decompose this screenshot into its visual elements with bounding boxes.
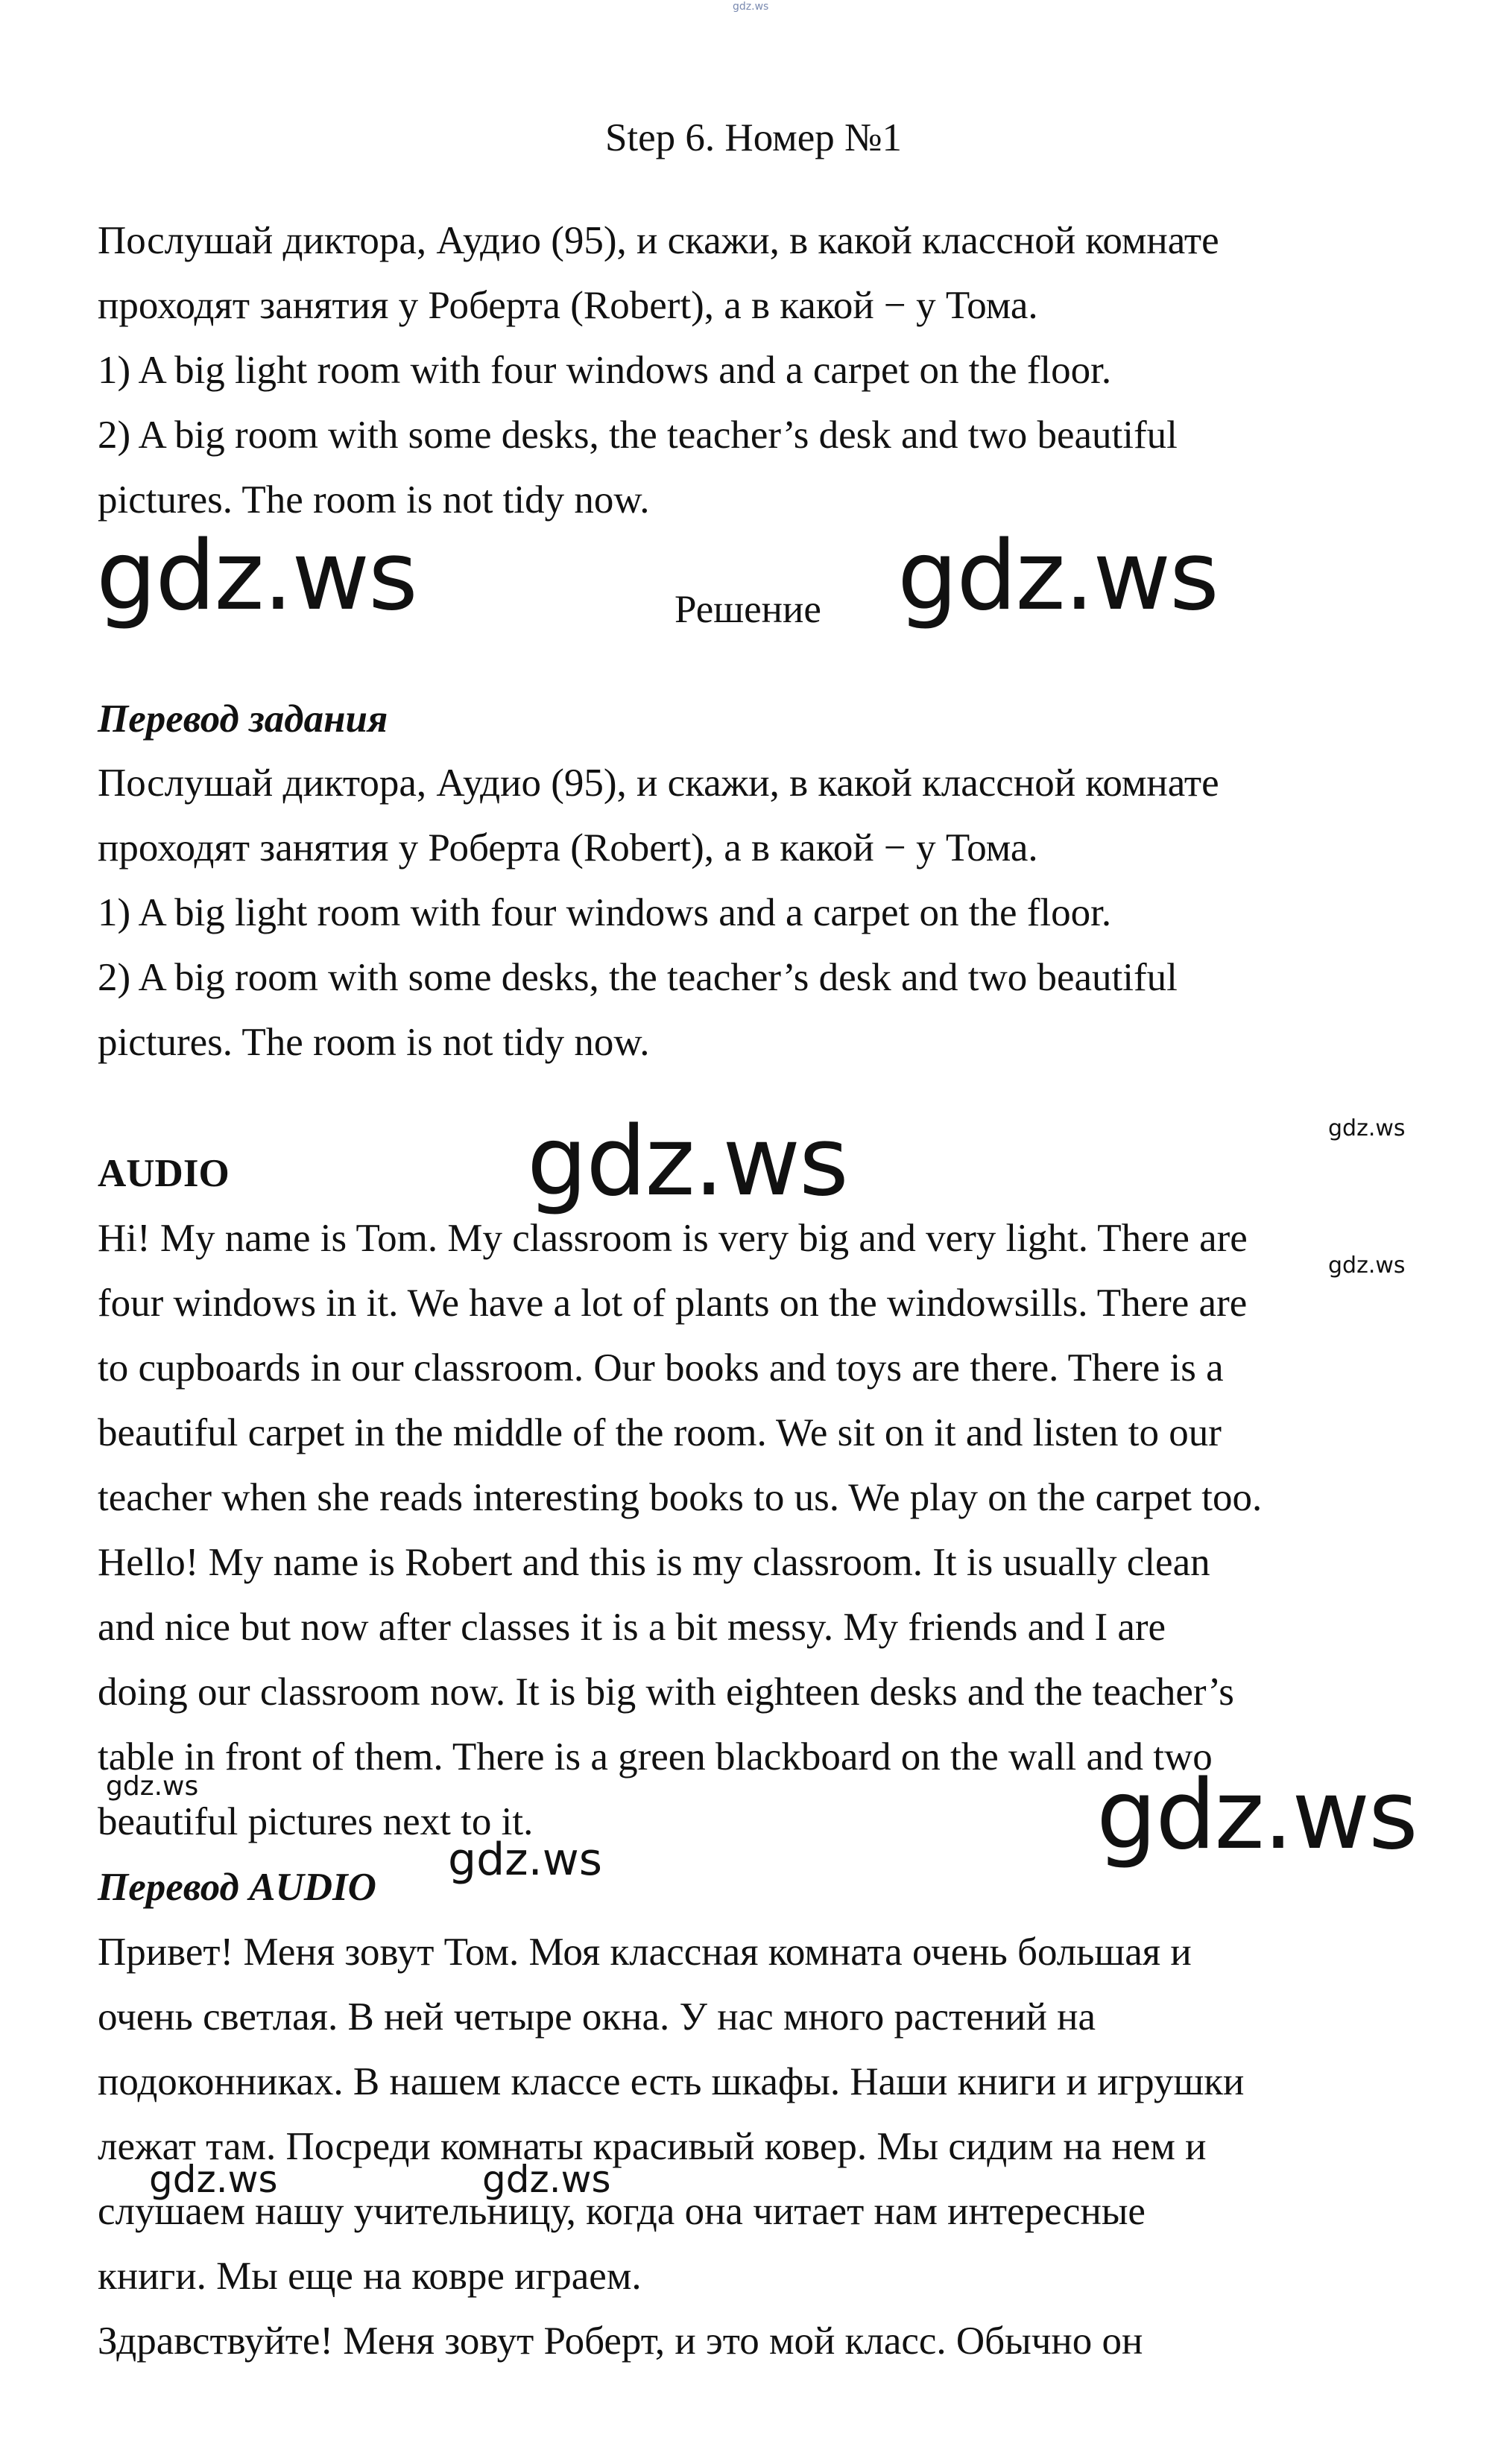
solution-label: Решение [674, 588, 821, 631]
page-title: Step 6. Номер №1 [604, 116, 903, 159]
translation-line-1: Послушай диктора, Аудио (95), и скажи, в какой классной комнате [98, 761, 1219, 805]
task-line-1: Послушай диктора, Аудио (95), и скажи, в какой классной комнате [98, 219, 1219, 262]
translation-line-3: 1) A big light room with four windows and a carpet on the floor. [98, 891, 1112, 934]
audio-line-1: Hi! My name is Tom. My classroom is very big and very light. There are [98, 1217, 1248, 1260]
task-line-5: pictures. The room is not tidy now. [98, 478, 650, 522]
task-line-2: проходят занятия у Роберта (Robert), а в какой − у Тома. [98, 284, 1038, 327]
task-line-3: 1) A big light room with four windows and a carpet on the floor. [98, 349, 1112, 392]
audio-heading: AUDIO [98, 1152, 230, 1195]
audio-translation-heading: Перевод AUDIO [98, 1866, 376, 1909]
audio-translation-line-2: очень светлая. В ней четыре окна. У нас много растений на [98, 1995, 1096, 2039]
audio-line-5: teacher when she reads interesting books to us. We play on the carpet too. [98, 1476, 1263, 1519]
translation-heading: Перевод задания [98, 697, 388, 741]
watermark-mid-2: gdz.ws [149, 2158, 278, 2201]
audio-line-7: and nice but now after classes it is a bit messy. My friends and I are [98, 1606, 1166, 1649]
watermark-big-3: gdz.ws [527, 1106, 847, 1217]
audio-line-9: table in front of them. There is a green blackboard on the wall and two [98, 1735, 1213, 1779]
audio-translation-line-4: лежат там. Посреди комнаты красивый ковер. Мы сидим на нем и [98, 2125, 1207, 2168]
watermark-mid-3: gdz.ws [482, 2158, 611, 2201]
watermark-small-2: gdz.ws [1328, 1252, 1406, 1279]
watermark-small-3: gdz.ws [106, 1771, 199, 1802]
watermark-big-2: gdz.ws [897, 521, 1218, 632]
task-line-4: 2) A big room with some desks, the teacher’s desk and two beautiful [98, 414, 1178, 457]
audio-line-6: Hello! My name is Robert and this is my classroom. It is usually clean [98, 1541, 1210, 1584]
translation-line-5: pictures. The room is not tidy now. [98, 1021, 650, 1064]
audio-line-8: doing our classroom now. It is big with eighteen desks and the teacher’s [98, 1670, 1234, 1714]
watermark-big-1: gdz.ws [96, 521, 417, 632]
watermark-mid-1: gdz.ws [448, 1834, 603, 1886]
audio-line-2: four windows in it. We have a lot of plants on the windowsills. There are [98, 1282, 1248, 1325]
top-watermark: gdz.ws [733, 1, 769, 13]
translation-line-4: 2) A big room with some desks, the teacher’s desk and two beautiful [98, 956, 1178, 999]
audio-translation-line-5: слушаем нашу учительницу, когда она читает нам интересные [98, 2190, 1146, 2233]
audio-translation-line-3: подоконниках. В нашем классе есть шкафы. Наши книги и игрушки [98, 2060, 1245, 2103]
watermark-small-1: gdz.ws [1328, 1115, 1406, 1141]
audio-line-10: beautiful pictures next to it. [98, 1800, 534, 1843]
audio-line-4: beautiful carpet in the middle of the room. We sit on it and listen to our [98, 1411, 1222, 1454]
audio-translation-line-7: Здравствуйте! Меня зовут Роберт, и это мой класс. Обычно он [98, 2319, 1143, 2363]
watermark-big-4: gdz.ws [1096, 1760, 1417, 1871]
audio-translation-line-1: Привет! Меня зовут Том. Моя классная комната очень большая и [98, 1931, 1192, 1974]
audio-translation-line-6: книги. Мы еще на ковре играем. [98, 2255, 642, 2298]
audio-line-3: to cupboards in our classroom. Our books and toys are there. There is a [98, 1346, 1224, 1390]
translation-line-2: проходят занятия у Роберта (Robert), а в какой − у Тома. [98, 826, 1038, 870]
